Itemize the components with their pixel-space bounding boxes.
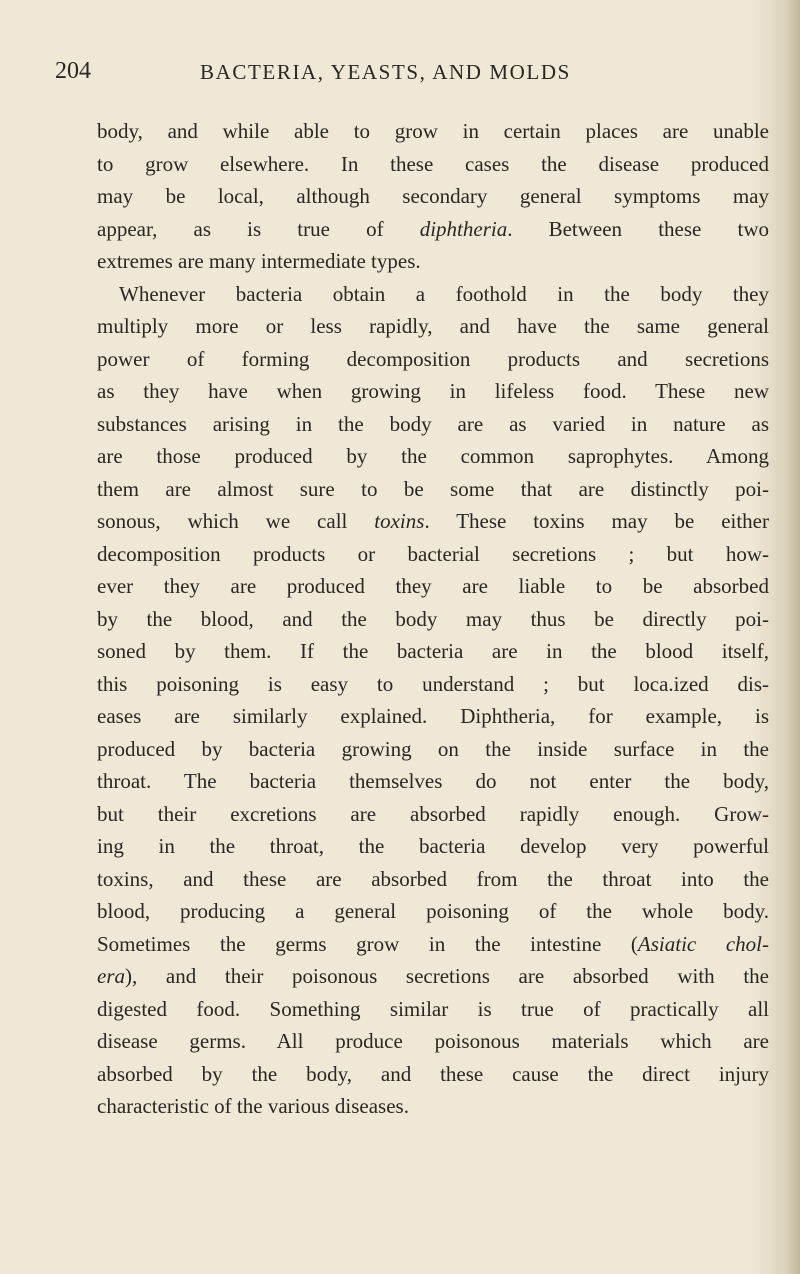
text-line: soned by them. If the bacteria are in the blood itself, xyxy=(97,639,769,663)
italic-term: era xyxy=(97,964,125,988)
text-line: throat. The bacteria themselves do not enter the body, xyxy=(97,769,769,793)
text-line xyxy=(97,928,769,961)
text-line: but their excretions are absorbed rapidly enough. Grow- xyxy=(97,801,769,826)
text-segment: Sometimes the germs grow in the intestine ( xyxy=(97,931,638,956)
text-line: eases are similarly explained. Diphtheria, for example, is xyxy=(97,704,769,728)
text-line: may be local, although secondary general symptoms may xyxy=(97,184,769,208)
text-line: to grow elsewhere. In these cases the disease produced xyxy=(97,151,769,176)
running-head: BACTERIA, YEASTS, AND MOLDS xyxy=(200,60,571,84)
body-text xyxy=(97,115,769,1123)
page-number: 204 xyxy=(55,58,91,84)
text-line: produced by bacteria growing on the inside surface in the xyxy=(97,736,769,761)
text-line: substances arising in the body are as varied in nature as xyxy=(97,411,769,436)
text-segment: . Between these two xyxy=(507,216,769,241)
text-line: ever they are produced they are liable to be absorbed xyxy=(97,574,769,598)
page-header xyxy=(0,58,800,94)
text-line: toxins, and these are absorbed from the throat into the xyxy=(97,866,769,891)
italic-term: Asiatic chol- xyxy=(637,931,769,956)
text-line: characteristic of the various diseases. xyxy=(97,1094,409,1118)
text-line: them are almost sure to be some that are distinctly poi- xyxy=(97,476,769,501)
text-line: blood, producing a general poisoning of the whole body. xyxy=(97,899,769,923)
text-segment: ), and their poisonous secretions are absorbed with the xyxy=(125,964,769,988)
text-line xyxy=(97,960,769,993)
text-line: extremes are many intermediate types. xyxy=(97,249,421,273)
text-segment: . These toxins may be either xyxy=(424,509,769,533)
page-edge-shadow xyxy=(786,0,800,1274)
text-line: multiply more or less rapidly, and have the same general xyxy=(97,314,769,338)
text-line: this poisoning is easy to understand ; but loca.ized dis- xyxy=(97,671,769,696)
text-line: ing in the throat, the bacteria develop very powerful xyxy=(97,834,769,858)
text-line: Whenever bacteria obtain a foothold in the body they xyxy=(119,281,769,306)
text-line: are those produced by the common saprophytes. Among xyxy=(97,444,769,468)
text-line xyxy=(97,505,769,538)
text-segment: appear, as is true of xyxy=(97,216,420,241)
text-line: decomposition products or bacterial secretions ; but how- xyxy=(97,541,769,566)
text-segment: sonous, which we call xyxy=(97,509,375,533)
text-line: by the blood, and the body may thus be directly poi- xyxy=(97,606,769,631)
text-line: body, and while able to grow in certain places are unable xyxy=(97,119,769,143)
text-line xyxy=(97,213,769,246)
italic-term: diphtheria xyxy=(419,216,508,241)
text-line: absorbed by the body, and these cause the direct injury xyxy=(97,1061,769,1086)
text-line: as they have when growing in lifeless food. These new xyxy=(97,379,769,403)
text-line: digested food. Something similar is true of practically all xyxy=(97,996,769,1021)
italic-term: toxins xyxy=(374,509,425,533)
text-line: power of forming decomposition products and secretions xyxy=(97,346,769,371)
text-line: disease germs. All produce poisonous materials which are xyxy=(97,1029,769,1053)
